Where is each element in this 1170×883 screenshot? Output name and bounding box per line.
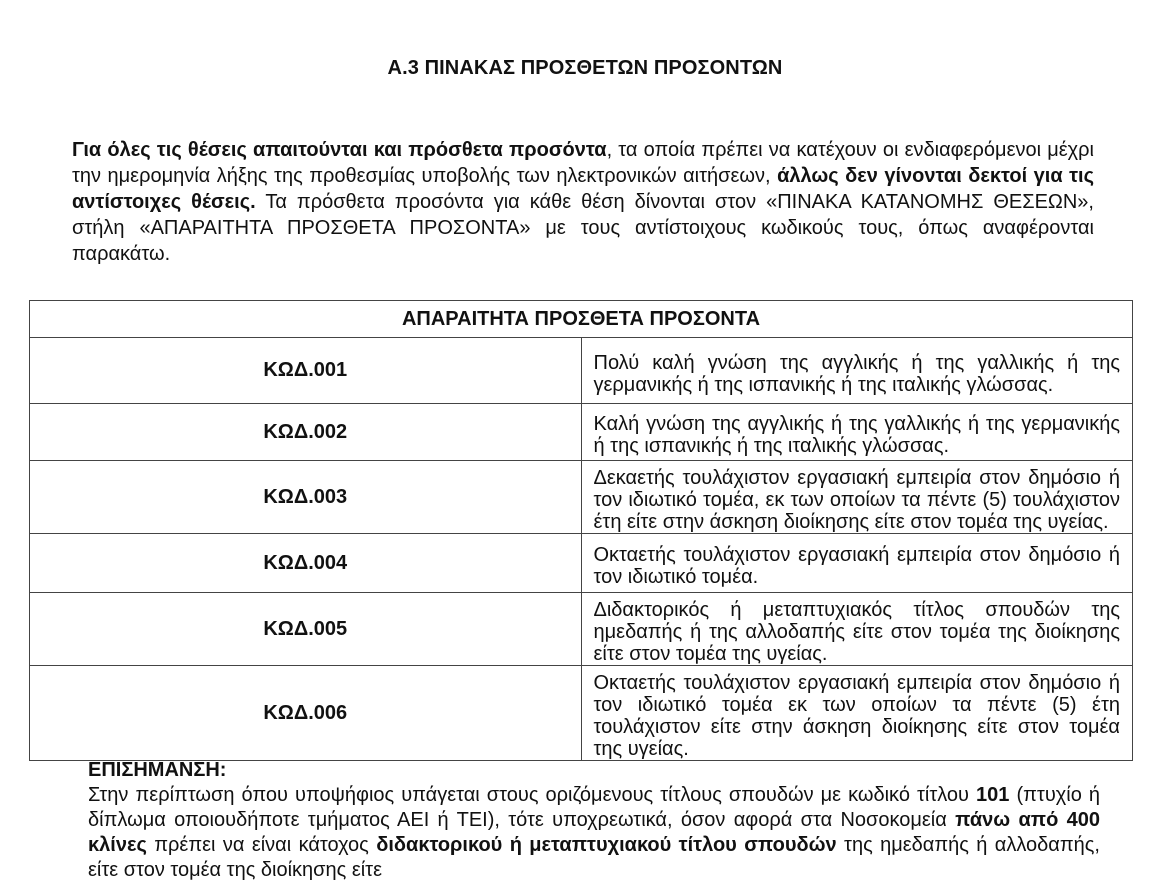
- note-heading: ΕΠΙΣΗΜΑΝΣΗ:: [88, 759, 227, 781]
- note-text-2: (πτυχίο ή δίπλωμα οποιουδήποτε τμήματος ΑΕΙ ή ΤΕΙ), τότε υποχρεωτικά, όσον αφορά στα Νοσοκομεία: [88, 784, 1100, 831]
- intro-paragraph: [72, 137, 1094, 267]
- row-code: ΚΩΔ.006: [30, 666, 582, 761]
- row-description: Οκταετής τουλάχιστον εργασιακή εμπειρία στον δημόσιο ή τον ιδιωτικό τομέα.: [581, 534, 1133, 593]
- note-bold-beds: πάνω από 400 κλίνες: [88, 809, 1101, 856]
- document-title: A.3 ΠΙΝΑΚΑΣ ΠΡΟΣΘΕΤΩΝ ΠΡΟΣΟΝΤΩΝ: [387, 57, 783, 79]
- row-description: Δεκαετής τουλάχιστον εργασιακή εμπειρία στον δημόσιο ή τον ιδιωτικό τομέα, εκ των οποίων τα πέντε (5) τουλάχιστον έτη είτε στην άσκηση διοίκησης είτε στον τομέα της υγείας.: [581, 461, 1133, 534]
- intro-text-1: , τα οποία πρέπει να κατέχουν οι ενδιαφερόμενοι μέχρι την ημερομηνία λήξης της προθεσμίας υποβολής των ηλεκτρονικών αιτήσεων,: [72, 139, 1094, 187]
- row-code: ΚΩΔ.005: [30, 593, 582, 666]
- table-row: [30, 404, 1133, 461]
- note-text-4: της ημεδαπής ή αλλοδαπής, είτε στον τομέα της διοίκησης είτε: [88, 834, 1100, 881]
- requirements-table: [29, 300, 1133, 761]
- intro-bold-lead: Για όλες τις θέσεις απαιτούνται και πρόσθετα προσόντα: [72, 139, 607, 161]
- row-description: Καλή γνώση της αγγλικής ή της γαλλικής ή της γερμανικής ή της ισπανικής ή της ιταλικής γλώσσας.: [581, 404, 1133, 461]
- table-row: [30, 461, 1133, 534]
- table-row: [30, 593, 1133, 666]
- table-row: [30, 338, 1133, 404]
- note-bold-degree: διδακτορικού ή μεταπτυχιακού τίτλου σπουδών: [376, 834, 837, 856]
- table-header-row: [30, 301, 1133, 338]
- table-header: ΑΠΑΡΑΙΤΗΤΑ ΠΡΟΣΘΕΤΑ ΠΡΟΣΟΝΤΑ: [30, 301, 1133, 338]
- note-section: [88, 758, 1100, 883]
- note-text-3: πρέπει να είναι κάτοχος: [146, 834, 377, 856]
- row-description: Πολύ καλή γνώση της αγγλικής ή της γαλλικής ή της γερμανικής ή της ισπανικής ή της ιταλικής γλώσσας.: [581, 338, 1133, 404]
- intro-bold-warning: άλλως δεν γίνονται δεκτοί για τις αντίστοιχες θέσεις.: [72, 165, 1094, 213]
- note-paragraph: [88, 783, 1100, 883]
- note-text-1: Στην περίπτωση όπου υποψήφιος υπάγεται στους οριζόμενους τίτλους σπουδών με κωδικό τίτλου: [88, 784, 977, 806]
- row-description: Διδακτορικός ή μεταπτυχιακός τίτλος σπουδών της ημεδαπής ή της αλλοδαπής είτε στον τομέα της διοίκησης είτε στον τομέα της υγείας.: [581, 593, 1133, 666]
- intro-text-2: Τα πρόσθετα προσόντα για κάθε θέση δίνονται στον «ΠΙΝΑΚΑ ΚΑΤΑΝΟΜΗΣ ΘΕΣΕΩΝ», στήλη «ΑΠΑΡΑΙΤΗΤΑ ΠΡΟΣΘΕΤΑ ΠΡΟΣΟΝΤΑ» με τους αντίστοιχους κωδικούς τους, όπως αναφέρονται παρακάτω.: [72, 191, 1094, 265]
- row-code: ΚΩΔ.003: [30, 461, 582, 534]
- row-description: Οκταετής τουλάχιστον εργασιακή εμπειρία στον δημόσιο ή τον ιδιωτικό τομέα εκ των οποίων τα πέντε (5) έτη τουλάχιστον είτε στην άσκηση διοίκησης είτε στον τομέα της υγείας.: [581, 666, 1133, 761]
- row-code: ΚΩΔ.002: [30, 404, 582, 461]
- note-bold-code: 101: [976, 784, 1010, 806]
- table-row: [30, 534, 1133, 593]
- table-row: [30, 666, 1133, 761]
- row-code: ΚΩΔ.001: [30, 338, 582, 404]
- row-code: ΚΩΔ.004: [30, 534, 582, 593]
